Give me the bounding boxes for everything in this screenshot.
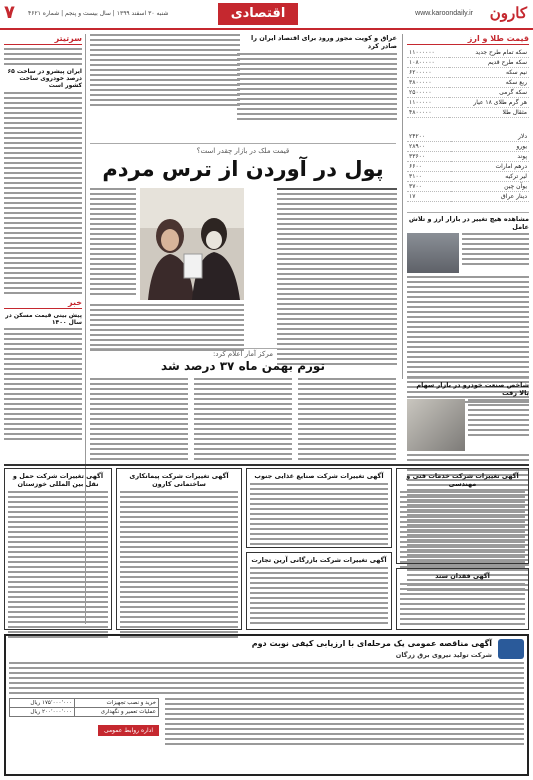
ad-box-2: [116, 468, 242, 630]
left-section-title: سرتیتر: [4, 34, 82, 45]
currency-row: [407, 88, 529, 98]
gold-table: [407, 48, 529, 118]
column-divider: [402, 34, 403, 379]
currency-row: [407, 182, 529, 192]
left-news-title: خبر: [4, 298, 82, 309]
currency-row: [407, 142, 529, 152]
currency-name: سکه تمام طرح جدید: [449, 48, 529, 58]
news-headline[interactable]: شاخص صنعت خودرو در بازار سهام بالا رفت: [416, 381, 529, 397]
currency-value: ۱۰۸۰۰۰۰۰: [407, 58, 449, 68]
ad-box-6: [396, 568, 529, 630]
currency-name: دینار عراق: [451, 192, 529, 202]
left-article-title[interactable]: ایران پیشرو در ساخت ۶۵ درصد خودروی ساخت کشور است: [7, 68, 82, 89]
middle-headline-block: [90, 350, 396, 373]
currency-value: ۱۱۰۰۰۰۰۰: [407, 48, 449, 58]
ad-box-5: [396, 468, 529, 564]
ad-title[interactable]: آگهی فقدان سند: [435, 572, 490, 580]
currency-value: ۳۷۰۰: [407, 182, 451, 192]
ad-title[interactable]: آگهی تغییرات شرکت صنایع غذایی جنوب: [254, 472, 384, 480]
factory-photo: [407, 399, 465, 451]
currency-box-2: [407, 132, 529, 202]
tender-amount: ۱۷۵٬۰۰۰٬۰۰۰ ریال: [10, 699, 75, 708]
left-column: [4, 34, 82, 440]
section-title: اقتصادی: [218, 3, 298, 25]
tender-desc: عملیات تعمیر و نگهداری: [75, 708, 159, 717]
currency-value: ۱۷: [407, 192, 451, 202]
main-article-col2: [90, 304, 244, 351]
news-headline[interactable]: مشاهده هیچ تغییر در بازار ارز و تلاش عامل: [408, 215, 529, 231]
right-news-1: [407, 215, 529, 403]
top-article-cont: [90, 34, 240, 106]
main-kicker: قیمت ملک در بازار چقدر است؟: [196, 147, 290, 155]
masthead: [0, 0, 533, 30]
currency-title: قیمت طلا و ارز: [407, 34, 529, 45]
currency-box: [407, 34, 529, 118]
currency-name: پوند: [451, 152, 529, 162]
currency-row: [407, 132, 529, 142]
fx-table: [407, 132, 529, 202]
top-article: [237, 34, 397, 120]
tender-row: [10, 699, 159, 708]
currency-row: [407, 48, 529, 58]
ad-title[interactable]: آگهی تغییرات شرکت خدمات فنی و مهندسی: [406, 472, 519, 488]
currency-name: سکه طرح قدیم: [449, 58, 529, 68]
currency-row: [407, 192, 529, 202]
currency-name: دلار: [451, 132, 529, 142]
currency-name: ربع سکه: [449, 78, 529, 88]
ad-box-1: [4, 468, 112, 630]
main-article-col3: [90, 188, 136, 295]
issue-date: شنبه ۳۰ اسفند ۱۳۹۹ | سال بیست و پنجم | شماره ۴۶۲۱: [28, 10, 169, 17]
ad-title[interactable]: آگهی تغییرات شرکت پیمانکاری ساختمانی کارون: [129, 472, 229, 488]
currency-name: یوآن چین: [451, 182, 529, 192]
currency-name: مثقال طلا: [449, 108, 529, 118]
company-logo-icon: [498, 639, 524, 659]
tender-title[interactable]: آگهی مناقصه عمومی یک مرحله‌ای با ارزیابی کیفی نوبت دوم: [251, 639, 492, 648]
currency-row: [407, 68, 529, 78]
currency-value: ۲۵۰۰۰۰۰: [407, 88, 449, 98]
top-article-title[interactable]: عراق و کویت مجوز ورود برای اقتصاد ایران را صادر کرد: [251, 34, 397, 50]
tender-org: شرکت تولید نیروی برق زرگان: [395, 651, 492, 659]
tender-footer-badge: اداره روابط عمومی: [98, 725, 159, 736]
currency-value: ۳۱۰۰: [407, 172, 451, 182]
currency-value: ۳۳۶۰۰: [407, 152, 451, 162]
currency-name: هر گرم طلای ۱۸ عیار: [449, 98, 529, 108]
currency-row: [407, 152, 529, 162]
currency-value: ۲۴۲۰۰: [407, 132, 451, 142]
currency-name: سکه گرمی: [449, 88, 529, 98]
currency-name: یورو: [451, 142, 529, 152]
left-article-title-2[interactable]: پیش بینی قیمت مسکن در سال ۱۴۰۰: [5, 312, 82, 326]
tender-amount: ۲۰۰٬۰۰۰٬۰۰۰ ریال: [10, 708, 75, 717]
main-headline-block: [90, 147, 396, 181]
currency-value: ۳۸۰۰۰۰۰: [407, 78, 449, 88]
currency-row: [407, 78, 529, 88]
currency-name: لیر ترکیه: [451, 172, 529, 182]
newspaper-logo[interactable]: کارون: [489, 4, 527, 22]
middle-headline[interactable]: تورم بهمن ماه ۳۷ درصد شد: [161, 359, 325, 373]
newspaper-url[interactable]: www.karoondaily.ir: [415, 10, 473, 17]
currency-name: نیم سکه: [449, 68, 529, 78]
currency-value: ۴۸۰۰۰۰۰: [407, 108, 449, 118]
currency-row: [407, 108, 529, 118]
main-photo: [140, 188, 244, 300]
currency-name: درهم امارات: [451, 162, 529, 172]
middle-kicker: مرکز آمار اعلام کرد:: [213, 350, 273, 358]
ad-box-4: [246, 552, 392, 630]
page-number: ۷: [4, 2, 15, 23]
ad-box-3: [246, 468, 392, 548]
currency-row: [407, 98, 529, 108]
currency-value: ۶۶۰۰: [407, 162, 451, 172]
currency-row: [407, 162, 529, 172]
middle-article: [90, 378, 396, 460]
main-article-col1: [277, 188, 397, 365]
currency-value: ۲۸۹۰۰: [407, 142, 451, 152]
tender-ad: [4, 634, 529, 776]
tender-table: [9, 698, 159, 717]
currency-value: ۱۱۰۰۰۰۰: [407, 98, 449, 108]
currency-row: [407, 172, 529, 182]
news-photo: [407, 233, 459, 273]
currency-value: ۶۲۰۰۰۰۰: [407, 68, 449, 78]
tender-row: [10, 708, 159, 717]
currency-row: [407, 58, 529, 68]
ad-title[interactable]: آگهی تغییرات شرکت حمل و نقل بین المللی خوزستان: [12, 472, 104, 488]
ad-title[interactable]: آگهی تغییرات شرکت بازرگانی آرین تجارت: [251, 556, 387, 564]
main-headline[interactable]: پول در آوردن از ترس مردم: [102, 157, 384, 181]
tender-desc: خرید و نصب تجهیزات: [75, 699, 159, 708]
